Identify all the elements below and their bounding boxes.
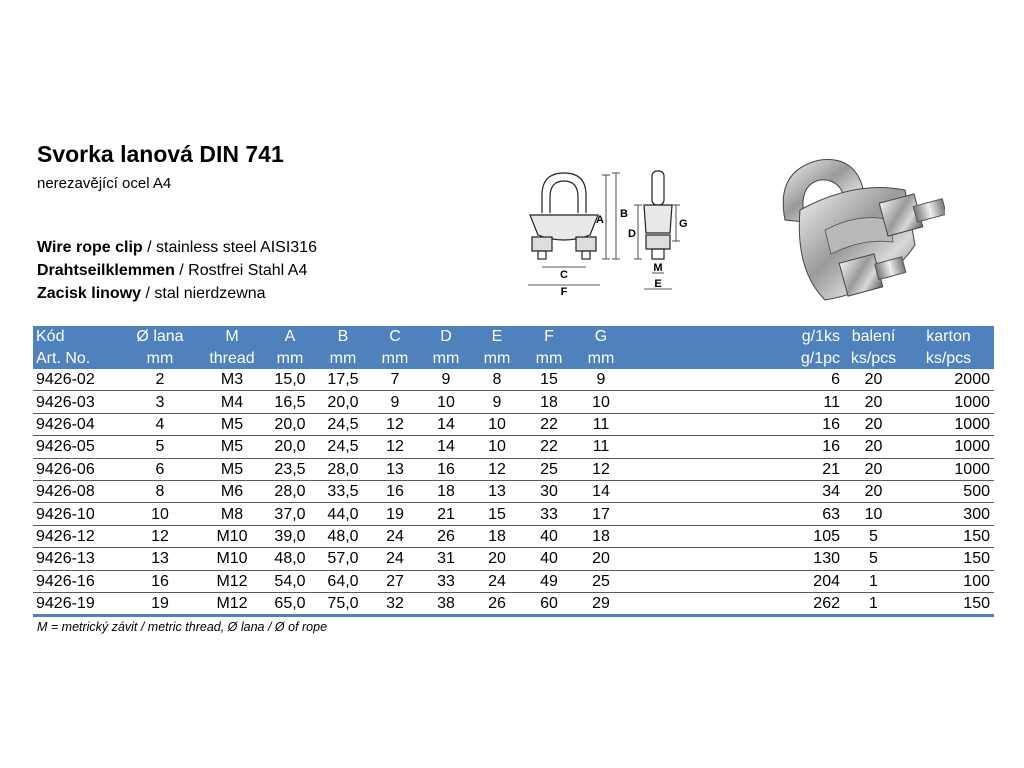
table-cell: 11 (766, 391, 844, 413)
col-subheader: thread (209, 349, 255, 367)
table-cell: 18 (523, 391, 575, 413)
table-cell: 9426-10 (33, 503, 119, 525)
col-subheader: mm (276, 349, 304, 367)
table-cell (627, 369, 766, 391)
table-cell: 9 (471, 391, 523, 413)
col-subheader: ks/pcs (850, 349, 897, 367)
table-cell: 2000 (903, 369, 994, 391)
table-cell: 20 (471, 548, 523, 570)
table-cell: 5 (844, 525, 903, 547)
table-cell: 130 (766, 548, 844, 570)
dim-label-b: B (620, 208, 628, 220)
table-cell: 14 (421, 436, 471, 458)
table-cell: 18 (575, 525, 627, 547)
table-cell: 1000 (903, 436, 994, 458)
table-cell: 16 (369, 480, 421, 502)
table-cell: 12 (575, 458, 627, 480)
table-cell: 44,0 (317, 503, 369, 525)
table-cell: 60 (523, 592, 575, 615)
table-cell: 38 (421, 592, 471, 615)
col-header: g/1ks (801, 328, 840, 346)
table-cell: 9426-04 (33, 413, 119, 435)
lang-rest: / stainless steel AISI316 (142, 239, 317, 256)
table-cell: 21 (766, 458, 844, 480)
table-cell: 22 (523, 413, 575, 435)
table-cell: 14 (575, 480, 627, 502)
table-cell: 4 (119, 413, 201, 435)
table-cell: 100 (903, 570, 994, 592)
table-cell: 24 (471, 570, 523, 592)
table-cell: 5 (844, 548, 903, 570)
dim-label-m: M (653, 262, 663, 274)
col-header: karton (926, 328, 971, 346)
table-cell: 9426-08 (33, 480, 119, 502)
header-row-bottom (33, 348, 994, 370)
dim-label-c: C (560, 269, 568, 281)
col-header: B (337, 328, 349, 346)
table-cell: 10 (421, 391, 471, 413)
table-cell: 14 (421, 413, 471, 435)
table-cell: 16 (766, 413, 844, 435)
table-row (33, 369, 994, 391)
table-row (33, 503, 994, 525)
table-cell: 24,5 (317, 436, 369, 458)
table-cell: 57,0 (317, 548, 369, 570)
table-cell: 9426-19 (33, 592, 119, 615)
side-body (644, 205, 672, 233)
table-cell: 3 (119, 391, 201, 413)
table-cell: 33,5 (317, 480, 369, 502)
table-cell (627, 548, 766, 570)
saddle-outline (530, 215, 598, 240)
col-header: D (440, 328, 452, 346)
col-subheader: mm (535, 349, 563, 367)
table-cell: 9426-16 (33, 570, 119, 592)
col-header: G (594, 328, 608, 346)
table-cell: 11 (575, 413, 627, 435)
spec-table-body (33, 369, 994, 616)
table-cell: 10 (844, 503, 903, 525)
col-subheader: mm (483, 349, 511, 367)
lang-rest: / Rostfrei Stahl A4 (174, 262, 308, 279)
table-cell: 16 (421, 458, 471, 480)
table-cell: 64,0 (317, 570, 369, 592)
table-cell: 37,0 (263, 503, 317, 525)
table-cell: 9426-03 (33, 391, 119, 413)
table-cell (627, 570, 766, 592)
table-cell: 28,0 (317, 458, 369, 480)
table-cell: 18 (471, 525, 523, 547)
dim-label-a: A (596, 214, 604, 226)
col-subheader (627, 348, 766, 370)
table-cell: 25 (523, 458, 575, 480)
table-row (33, 413, 994, 435)
table-cell: M3 (201, 369, 263, 391)
table-cell (627, 480, 766, 502)
table-cell: 6 (119, 458, 201, 480)
table-cell: 40 (523, 525, 575, 547)
table-cell: 300 (903, 503, 994, 525)
table-cell: 49 (523, 570, 575, 592)
table-cell: M5 (201, 458, 263, 480)
table-cell: 54,0 (263, 570, 317, 592)
product-photo (765, 150, 945, 320)
table-cell: 150 (903, 548, 994, 570)
col-header: balení (851, 328, 896, 346)
technical-drawing (520, 165, 700, 295)
table-cell: 9 (369, 391, 421, 413)
table-cell (627, 391, 766, 413)
col-header: Ø lana (136, 328, 184, 346)
table-cell: 27 (369, 570, 421, 592)
table-cell: M4 (201, 391, 263, 413)
language-line-en (37, 238, 317, 257)
table-cell: 16 (119, 570, 201, 592)
table-cell: 63 (766, 503, 844, 525)
col-header: C (389, 328, 401, 346)
table-cell (627, 503, 766, 525)
table-cell: 17,5 (317, 369, 369, 391)
dim-label-g: G (679, 218, 688, 230)
table-cell: 15 (471, 503, 523, 525)
table-cell: 20 (844, 391, 903, 413)
table-row (33, 436, 994, 458)
table-cell: 6 (766, 369, 844, 391)
table-cell: 30 (523, 480, 575, 502)
table-cell: 12 (369, 413, 421, 435)
table-cell: M8 (201, 503, 263, 525)
table-cell: 20 (844, 480, 903, 502)
table-cell: 10 (471, 413, 523, 435)
table-cell: 5 (119, 436, 201, 458)
col-header: M (225, 328, 239, 346)
u-bolt-outline (542, 173, 586, 213)
col-header: E (491, 328, 503, 346)
table-cell (627, 413, 766, 435)
table-cell: 34 (766, 480, 844, 502)
table-cell: 10 (575, 391, 627, 413)
table-cell: 22 (523, 436, 575, 458)
table-cell: M10 (201, 548, 263, 570)
table-cell: M10 (201, 525, 263, 547)
table-cell: 1 (844, 592, 903, 615)
table-cell: 21 (421, 503, 471, 525)
table-cell: 9 (575, 369, 627, 391)
table-cell: 20 (844, 436, 903, 458)
table-cell: 17 (575, 503, 627, 525)
col-subheader: mm (381, 349, 409, 367)
table-cell: 75,0 (317, 592, 369, 615)
table-cell: 204 (766, 570, 844, 592)
language-line-pl (37, 284, 266, 303)
table-cell: M5 (201, 413, 263, 435)
col-subheader: mm (329, 349, 357, 367)
table-cell: 33 (523, 503, 575, 525)
table-cell: 9426-06 (33, 458, 119, 480)
table-cell: 29 (575, 592, 627, 615)
table-cell: M12 (201, 570, 263, 592)
table-cell: 9426-13 (33, 548, 119, 570)
footnote: M = metrický závit / metric thread, Ø lana / Ø of rope (37, 620, 328, 634)
table-cell: 19 (119, 592, 201, 615)
subtitle: nerezavějící ocel A4 (37, 175, 172, 192)
table-row (33, 458, 994, 480)
language-line-de (37, 261, 307, 280)
table-cell: 31 (421, 548, 471, 570)
spec-table (33, 326, 994, 617)
lang-bold: Drahtseilklemmen (37, 262, 175, 279)
table-cell: M12 (201, 592, 263, 615)
table-row (33, 525, 994, 547)
table-cell: 13 (369, 458, 421, 480)
lang-bold: Wire rope clip (37, 239, 143, 256)
dim-label-d: D (628, 228, 636, 240)
table-cell: 18 (421, 480, 471, 502)
table-cell: 7 (369, 369, 421, 391)
col-header: F (544, 328, 554, 346)
lang-bold: Zacisk linowy (37, 285, 142, 302)
table-cell (627, 525, 766, 547)
dim-label-f: F (560, 286, 568, 295)
upper-thread (913, 199, 945, 222)
table-cell: 9426-12 (33, 525, 119, 547)
table-cell: 20,0 (263, 413, 317, 435)
table-cell: M5 (201, 436, 263, 458)
table-cell: 25 (575, 570, 627, 592)
table-cell: 20,0 (317, 391, 369, 413)
table-row (33, 592, 994, 615)
table-cell: 48,0 (317, 525, 369, 547)
table-cell: 20 (844, 369, 903, 391)
table-cell: 20 (844, 413, 903, 435)
table-cell: 24 (369, 525, 421, 547)
table-cell: 105 (766, 525, 844, 547)
col-subheader: g/1pc (800, 349, 840, 367)
col-header: Kód (36, 328, 65, 346)
table-cell: 16,5 (263, 391, 317, 413)
table-row (33, 548, 994, 570)
table-cell: 20 (575, 548, 627, 570)
table-cell: 12 (369, 436, 421, 458)
col-header (627, 326, 766, 348)
table-cell: 150 (903, 525, 994, 547)
table-cell: 1 (844, 570, 903, 592)
table-cell: 13 (471, 480, 523, 502)
table-cell (627, 592, 766, 615)
table-cell: 11 (575, 436, 627, 458)
table-cell: 9426-05 (33, 436, 119, 458)
table-cell: 1000 (903, 391, 994, 413)
table-cell: M6 (201, 480, 263, 502)
table-cell: 10 (119, 503, 201, 525)
table-cell: 12 (471, 458, 523, 480)
table-row (33, 480, 994, 502)
header-row-top (33, 326, 994, 348)
dim-label-e: E (654, 278, 662, 290)
table-cell: 33 (421, 570, 471, 592)
page-title: Svorka lanová DIN 741 (37, 141, 284, 167)
table-cell (627, 436, 766, 458)
table-cell: 26 (421, 525, 471, 547)
table-cell: 24 (369, 548, 421, 570)
table-cell: 10 (471, 436, 523, 458)
table-cell: 48,0 (263, 548, 317, 570)
table-cell: 20 (844, 458, 903, 480)
table-cell: 40 (523, 548, 575, 570)
table-cell: 24,5 (317, 413, 369, 435)
table-cell: 20,0 (263, 436, 317, 458)
left-nut (532, 237, 552, 251)
table-cell: 23,5 (263, 458, 317, 480)
table-cell: 26 (471, 592, 523, 615)
col-subheader: mm (146, 349, 174, 367)
table-cell: 32 (369, 592, 421, 615)
col-subheader: ks/pcs (925, 349, 972, 367)
col-header: A (284, 328, 296, 346)
table-cell: 150 (903, 592, 994, 615)
side-bolt (652, 171, 664, 205)
table-row (33, 391, 994, 413)
table-cell: 1000 (903, 458, 994, 480)
table-cell: 15,0 (263, 369, 317, 391)
col-subheader: Art. No. (36, 349, 91, 367)
table-cell: 65,0 (263, 592, 317, 615)
table-cell: 39,0 (263, 525, 317, 547)
table-row (33, 570, 994, 592)
table-cell: 500 (903, 480, 994, 502)
table-cell: 262 (766, 592, 844, 615)
col-subheader: mm (587, 349, 615, 367)
table-cell (627, 458, 766, 480)
table-cell: 9426-02 (33, 369, 119, 391)
table-cell: 8 (119, 480, 201, 502)
right-nut (576, 237, 596, 251)
col-subheader: mm (432, 349, 460, 367)
table-cell: 15 (523, 369, 575, 391)
table-cell: 2 (119, 369, 201, 391)
table-cell: 16 (766, 436, 844, 458)
lang-rest: / stal nierdzewna (141, 285, 266, 302)
table-cell: 12 (119, 525, 201, 547)
table-cell: 19 (369, 503, 421, 525)
table-cell: 28,0 (263, 480, 317, 502)
table-cell: 13 (119, 548, 201, 570)
table-cell: 8 (471, 369, 523, 391)
table-cell: 1000 (903, 413, 994, 435)
table-cell: 9 (421, 369, 471, 391)
